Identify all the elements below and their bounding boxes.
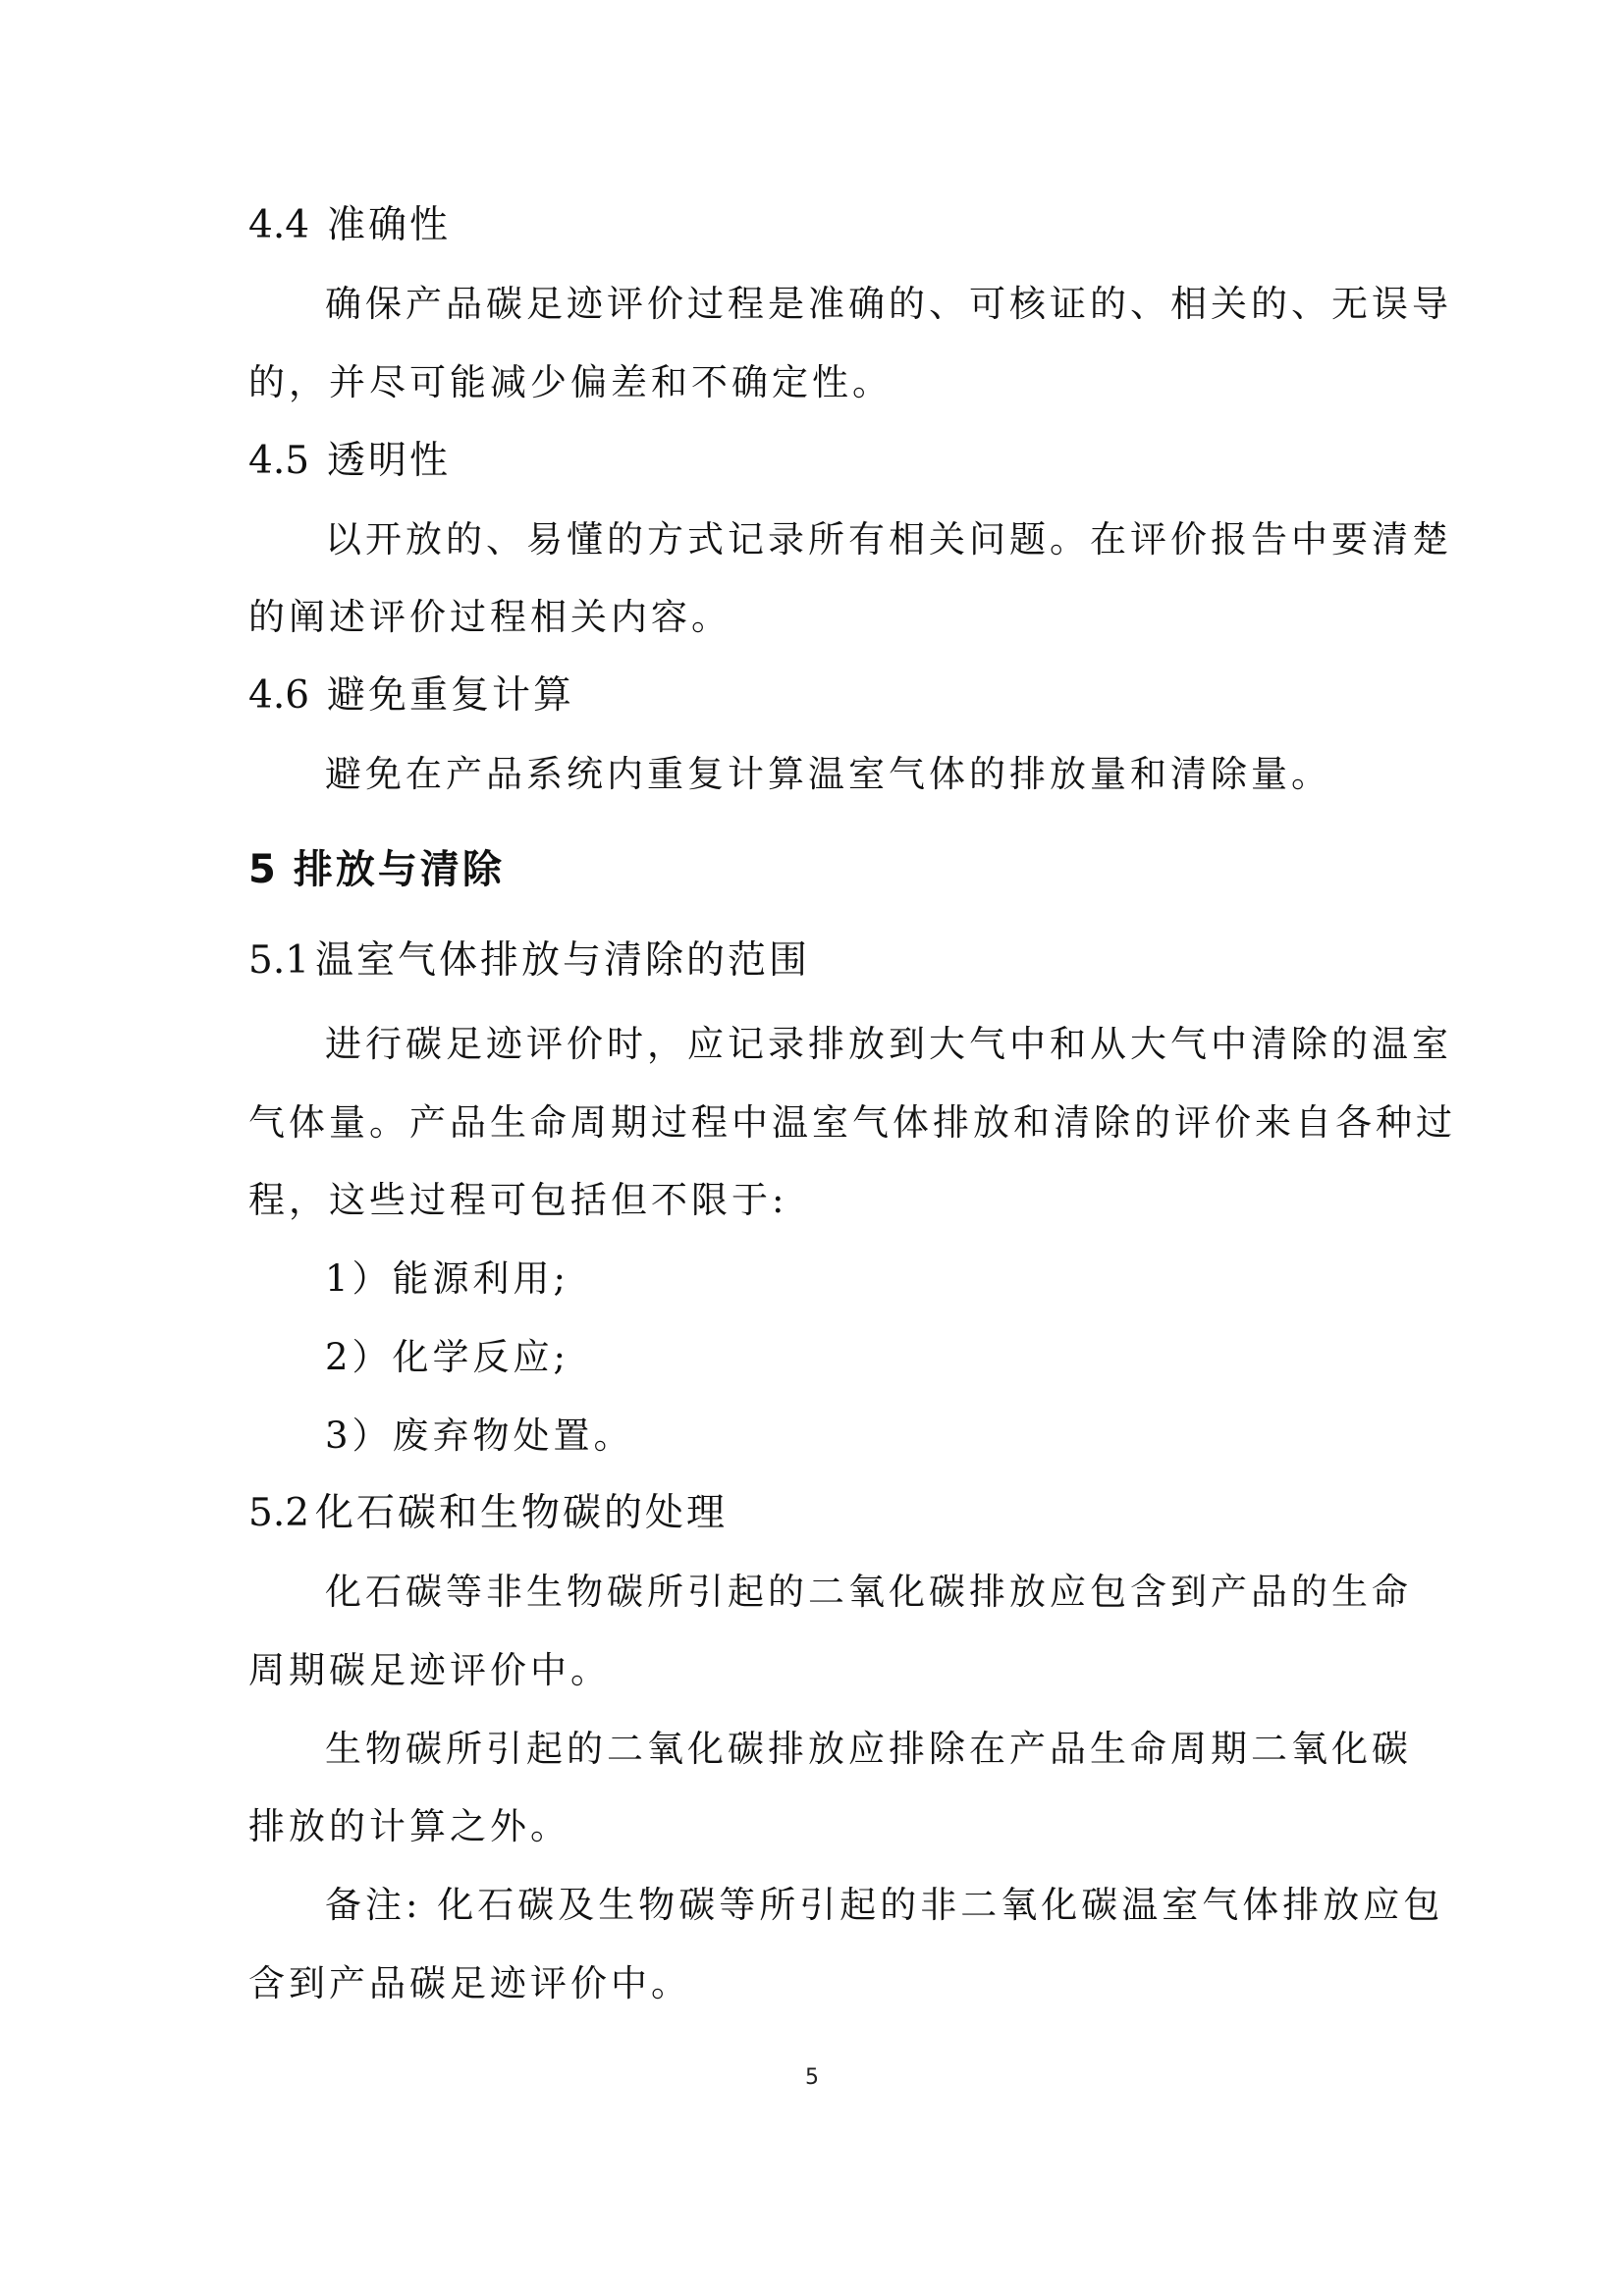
heading-title: 排放与清除: [293, 847, 505, 892]
paragraph-line: 化石碳等非生物碳所引起的二氧化碳排放应包含到产品的生命: [325, 1571, 1412, 1613]
heading-number: 4.4: [248, 203, 310, 247]
heading-4-5: [248, 438, 1387, 485]
heading-5: [248, 846, 1387, 893]
heading-number: 5: [248, 847, 276, 892]
paragraph-line: 的，并尽可能减少偏差和不确定性。: [248, 361, 893, 403]
paragraph-line: 生物碳所引起的二氧化碳排放应排除在产品生命周期二氧化碳: [325, 1728, 1412, 1770]
heading-5-2: [248, 1490, 1387, 1537]
paragraph-line: 确保产品碳足迹评价过程是准确的、可核证的、相关的、无误导: [325, 283, 1452, 325]
heading-title: 准确性: [327, 203, 452, 247]
heading-number: 4.6: [248, 673, 310, 718]
heading-title: 避免重复计算: [327, 673, 575, 718]
paragraph-line: 程，这些过程可包括但不限于:: [248, 1179, 788, 1221]
page-number: 5: [805, 2065, 819, 2090]
paragraph-line: 避免在产品系统内重复计算温室气体的排放量和清除量。: [325, 753, 1331, 795]
heading-title: 温室气体排放与清除的范围: [315, 938, 811, 983]
paragraph-line: 气体量。产品生命周期过程中温室气体排放和清除的评价来自各种过: [248, 1101, 1456, 1144]
heading-number: 5.1: [248, 938, 310, 983]
note-line: 含到产品碳足迹评价中。: [248, 1962, 691, 2004]
paragraph-line: 以开放的、易懂的方式记录所有相关问题。在评价报告中要清楚: [325, 518, 1452, 561]
heading-5-1: [248, 937, 1387, 985]
list-item: 1）能源利用;: [325, 1257, 570, 1300]
heading-number: 5.2: [248, 1491, 310, 1535]
note-line: 备注: 化石碳及生物碳等所引起的非二氧化碳温室气体排放应包: [325, 1884, 1444, 1926]
heading-4-6: [248, 672, 1387, 720]
list-item: 2）化学反应;: [325, 1336, 570, 1378]
heading-number: 4.5: [248, 439, 310, 483]
paragraph-line: 的阐述评价过程相关内容。: [248, 596, 731, 638]
paragraph-line: 周期碳足迹评价中。: [248, 1649, 611, 1691]
paragraph-line: 排放的计算之外。: [248, 1805, 570, 1847]
heading-4-4: [248, 202, 1387, 249]
heading-title: 化石碳和生物碳的处理: [315, 1491, 729, 1535]
list-item: 3）废弃物处置。: [325, 1415, 634, 1457]
heading-title: 透明性: [327, 439, 452, 483]
paragraph-line: 进行碳足迹评价时，应记录排放到大气中和从大气中清除的温室: [325, 1023, 1452, 1065]
